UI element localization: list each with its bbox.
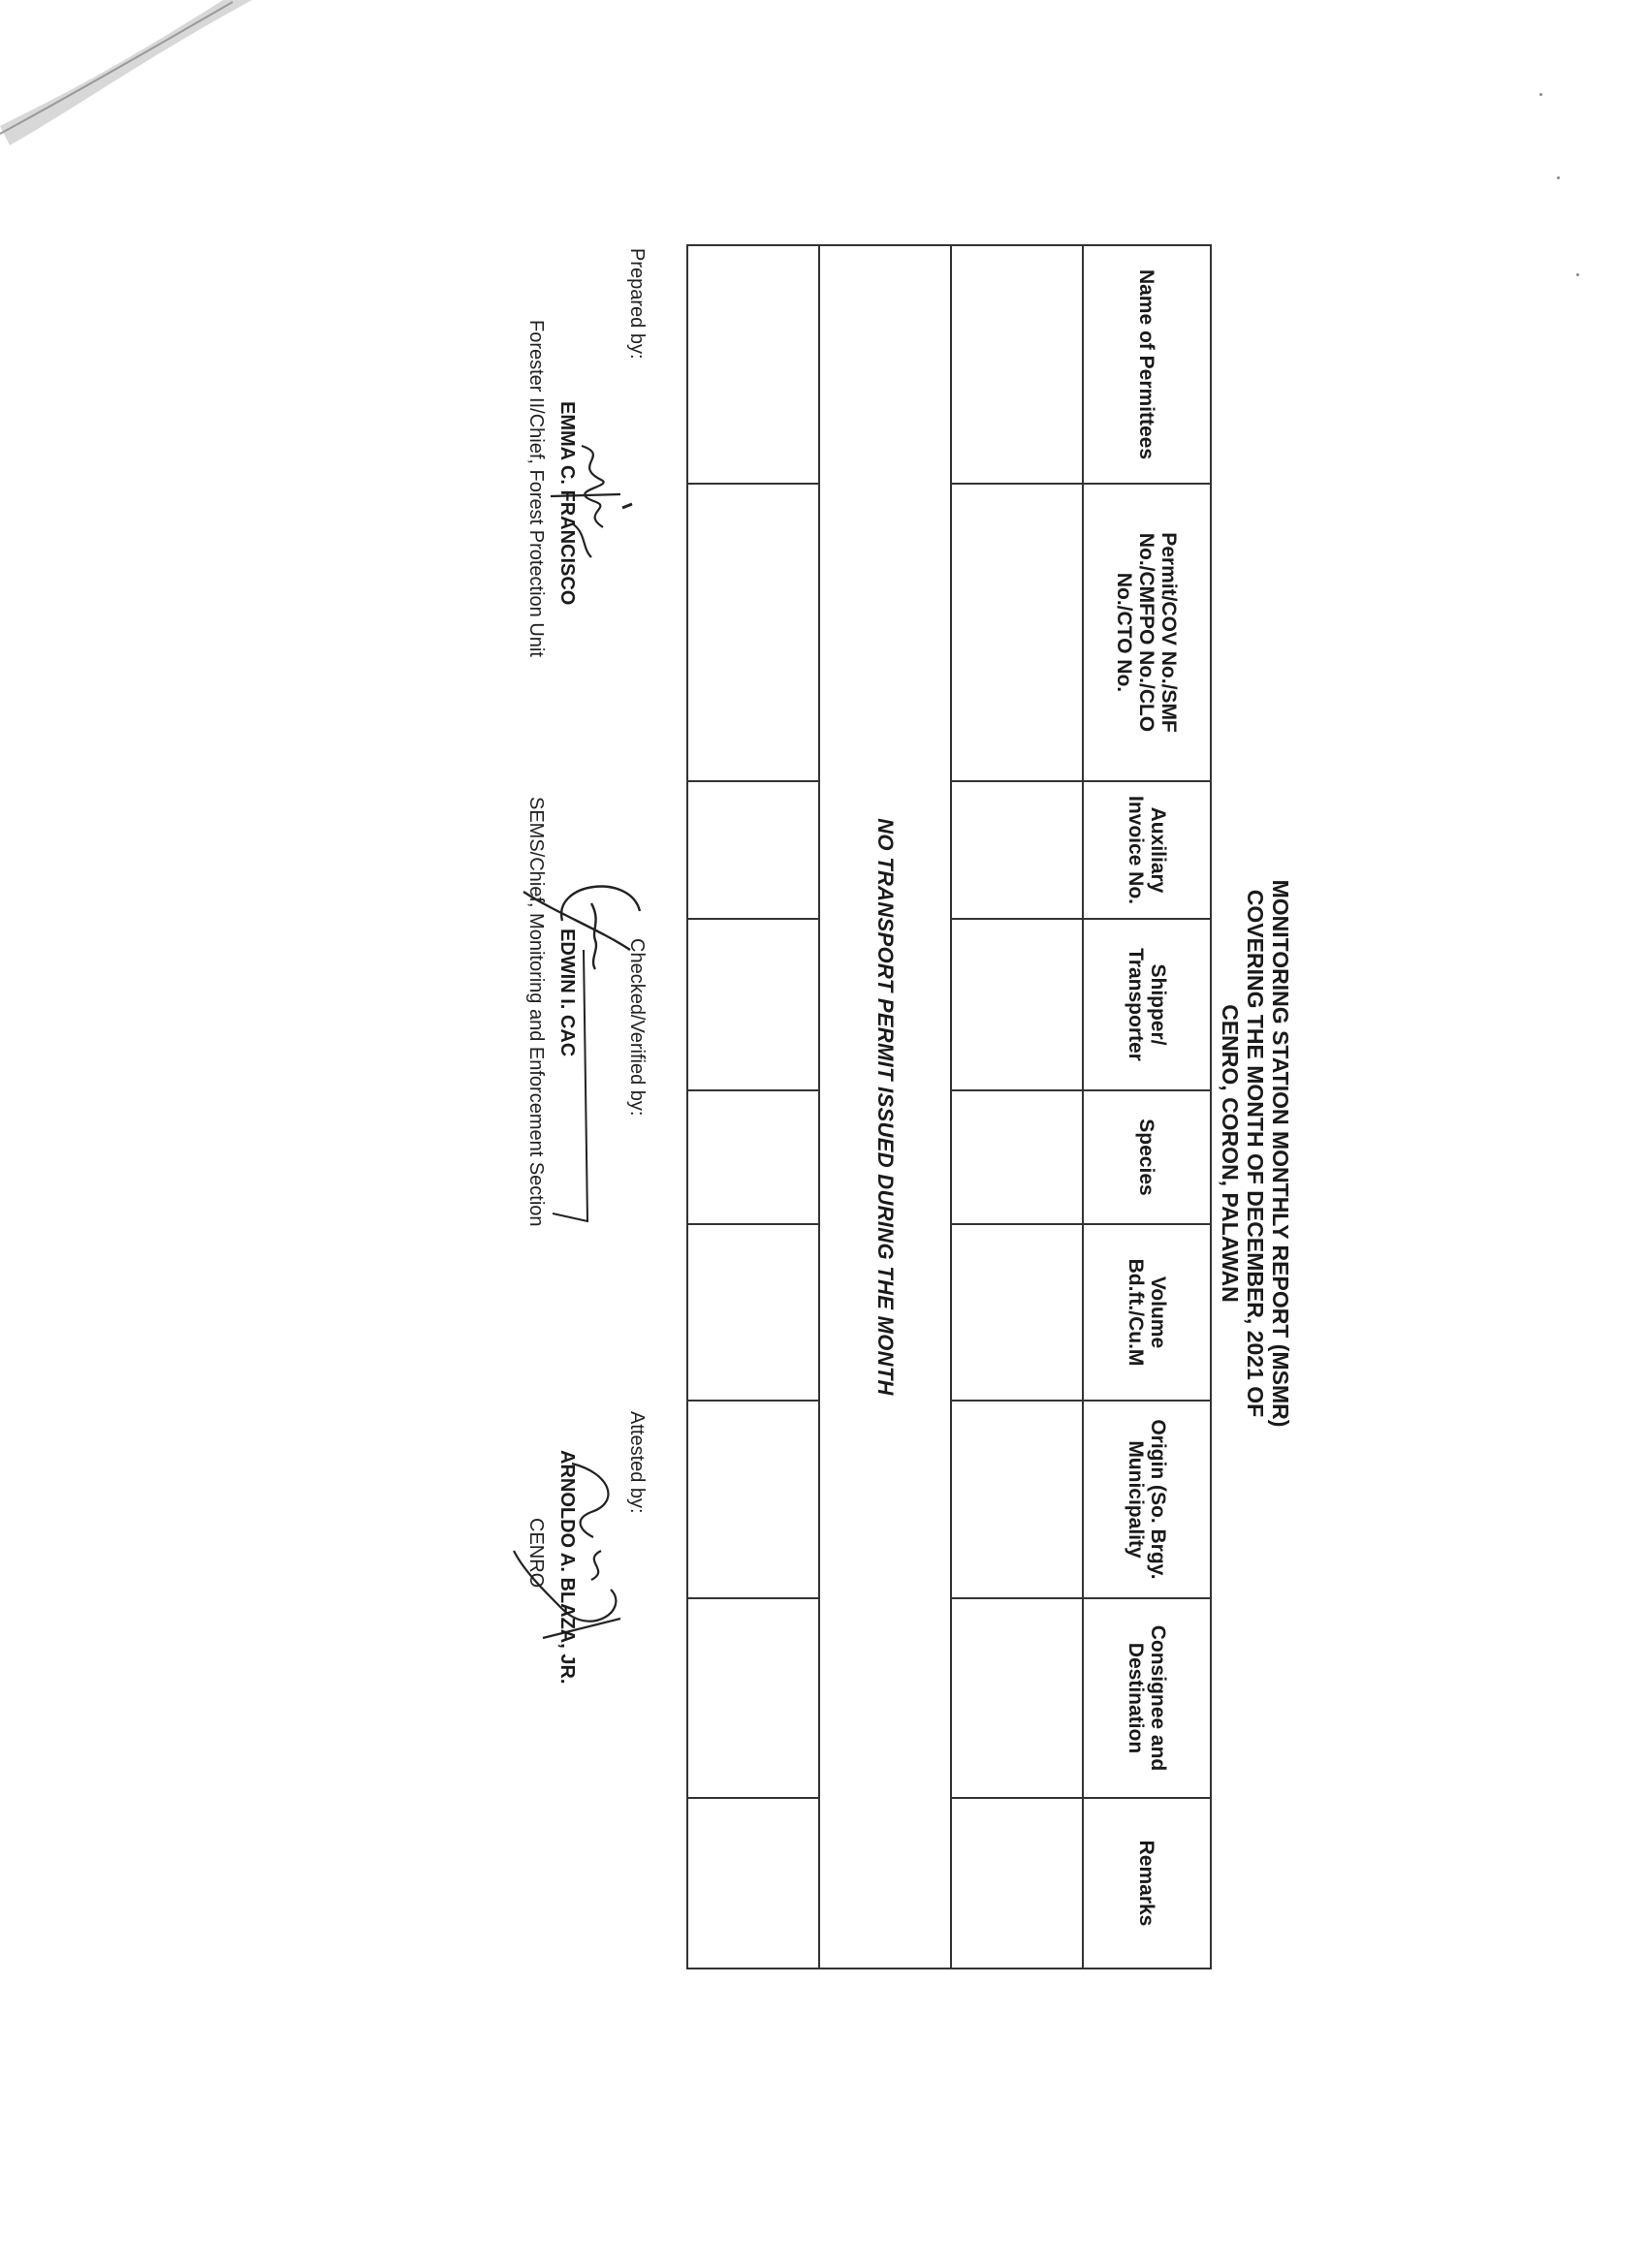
attested-by-label: Attested by: [626, 1411, 648, 1514]
prepared-by-label: Prepared by: [626, 248, 648, 360]
header-permit-no: Permit/COV No./SMF No./CMFPO No./CLO No./CTO No. [1083, 484, 1211, 781]
header-auxiliary-invoice: Auxiliary Invoice No. [1083, 781, 1211, 919]
header-remarks: Remarks [1083, 1798, 1211, 1969]
report-title [1218, 804, 1293, 1502]
header-species: Species [1083, 1090, 1211, 1224]
attested-by-position: CENRO [525, 1518, 547, 1589]
table-row [951, 245, 1083, 1969]
title-line-3: CENRO, CORON, PALAWAN [1218, 1004, 1243, 1303]
header-name-of-permittees: Name of Permittees [1083, 245, 1211, 484]
header-consignee: Consignee and Destination [1083, 1598, 1211, 1798]
table-row [687, 245, 819, 1969]
title-line-2: COVERING THE MONTH OF DECEMBER, 2021 OF [1243, 889, 1268, 1418]
title-line-1: MONITORING STATION MONTHLY REPORT (MSMR) [1268, 879, 1293, 1428]
no-permit-note: NO TRANSPORT PERMIT ISSUED DURING THE MONTH [819, 245, 951, 1969]
table-row-note [819, 245, 951, 1969]
table-header-row [1083, 245, 1211, 1969]
checked-by-label: Checked/Verified by: [626, 938, 648, 1117]
prepared-by-position: Forester II/Chief, Forest Protection Unit [525, 320, 547, 657]
checked-by-name: EDWIN I. CAC [556, 929, 578, 1057]
header-origin: Origin (So. Brgy. Municipality [1083, 1401, 1211, 1598]
header-shipper: Shipper/ Transporter [1083, 919, 1211, 1090]
permit-table [686, 244, 1212, 1969]
attested-by-name: ARNOLDO A. BLAZA, JR. [556, 1450, 578, 1685]
prepared-by-name: EMMA C. FRANCISCO [556, 401, 578, 606]
checked-by-position: SEMS/Chief, Monitoring and Enforcement Section [525, 797, 547, 1227]
header-volume: Volume Bd.ft./Cu.M [1083, 1224, 1211, 1401]
